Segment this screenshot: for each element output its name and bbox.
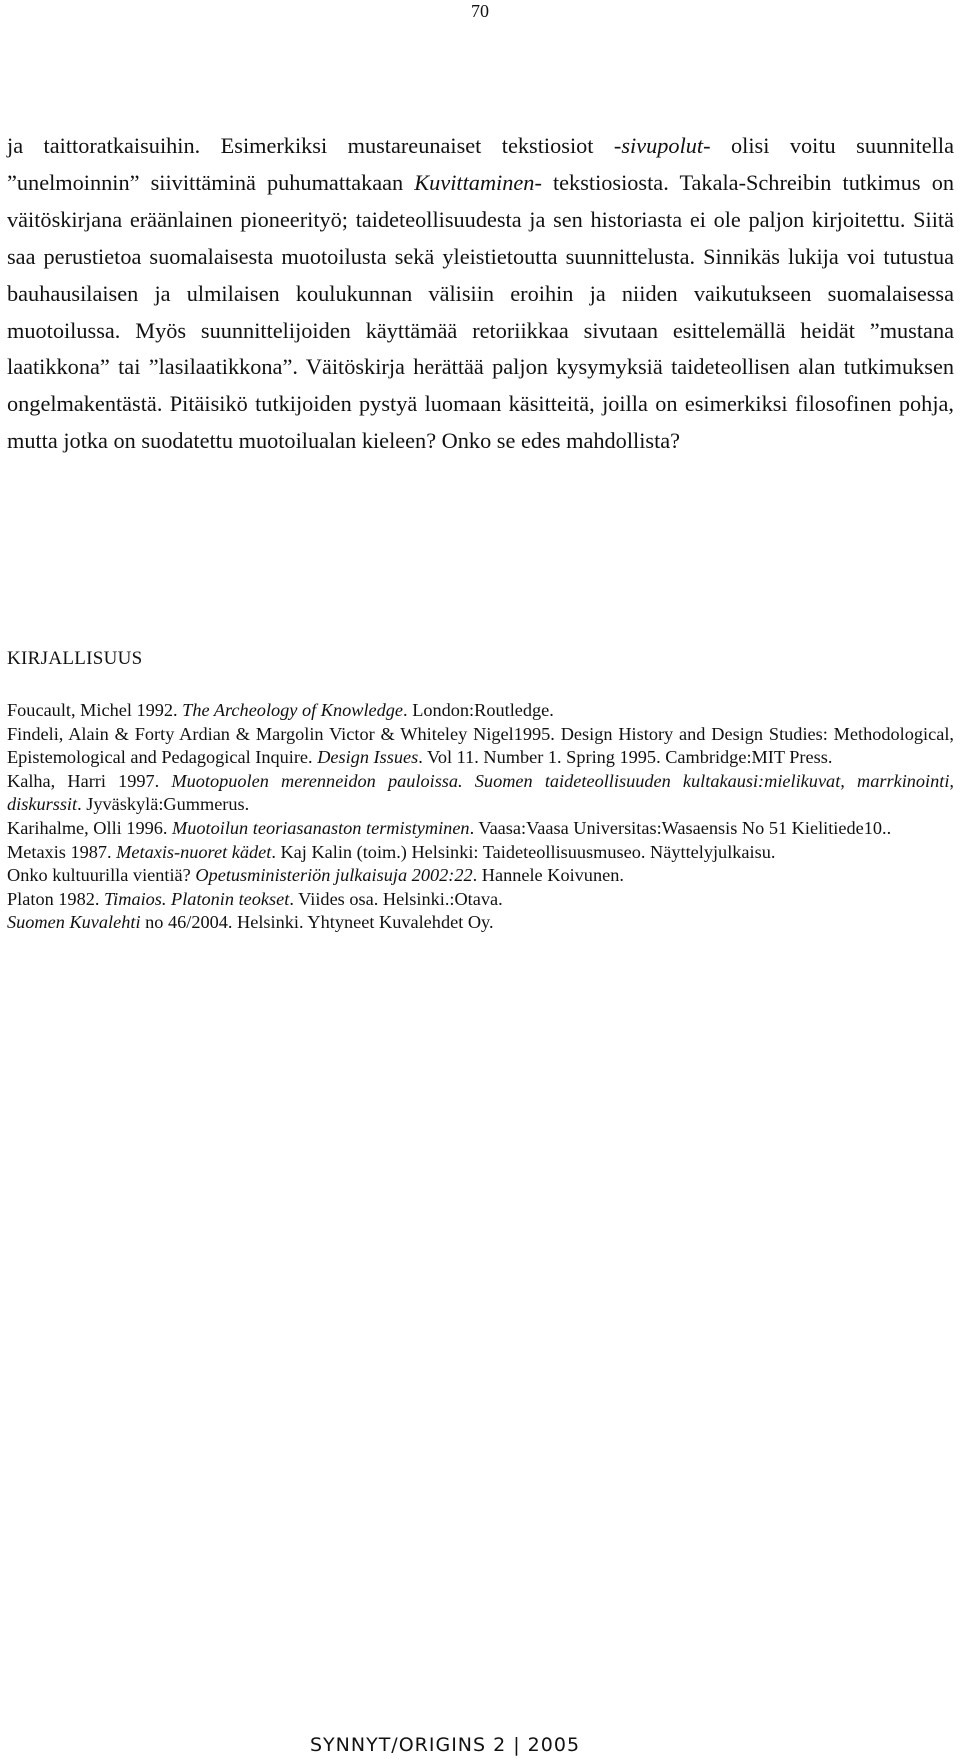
italic-text: Timaios. Platonin teokset bbox=[104, 888, 290, 909]
text-run: - tekstiosiosta. Takala-Schreibin tutkimus on väitöskirjana eräänlainen pioneerityö; taideteollisuudesta ja sen historiasta ei ole paljon kirjoitettu. Siitä saa perustietoa suomalaisesta muotoilusta sekä yleistietoutta suunnittelusta. Sinnikäs lukija voi tutustua bauhausilaisen ja ulmilaisen koulukunnan välisiin eroihin ja niiden vaikutukseen suomalaisessa muotoilussa. Myös suunnittelijoiden käyttämää retoriikkaa sivutaan esittelemällä heidät ”mustana laatikkona” tai ”lasilaatikkona”. Väitöskirja herättää paljon kysymyksiä taideteollisen alan tutkimuksen ongelmakentästä. Pitäisikö tutkijoiden pystyä luomaan käsitteitä, joilla on esimerkiksi filosofinen pohja, mutta jotka on suodatettu muotoilualan kieleen? Onko se edes mahdollista? bbox=[7, 169, 954, 454]
italic-text: Suomen Kuvalehti bbox=[7, 912, 141, 933]
reference-entry bbox=[7, 841, 954, 865]
reference-entry bbox=[7, 911, 954, 935]
text-run: Platon 1982. bbox=[7, 888, 104, 909]
italic-text: Opetusministeriön julkaisuja 2002:22 bbox=[195, 865, 473, 886]
body-paragraph bbox=[7, 128, 954, 460]
italic-text: Kuvittaminen bbox=[414, 169, 535, 195]
text-run: - olisi voitu suunnitella ”unelmoinnin” siivittäminä puhumattakaan bbox=[7, 133, 954, 195]
references-heading: KIRJALLISUUS bbox=[7, 648, 143, 669]
text-run: . Hannele Koivunen. bbox=[472, 865, 624, 886]
text-run: no 46/2004. Helsinki. Yhtyneet Kuvalehdet Oy. bbox=[140, 912, 494, 933]
reference-list bbox=[7, 699, 954, 935]
reference-entry bbox=[7, 770, 954, 817]
page-number: 70 bbox=[471, 1, 489, 21]
reference-entry bbox=[7, 817, 954, 841]
italic-text: Design Issues bbox=[317, 747, 419, 768]
italic-text: sivupolut bbox=[621, 133, 704, 158]
text-run: Metaxis 1987. bbox=[7, 841, 117, 862]
text-run: Findeli, Alain & Forty Ardian & Margolin Victor & Whiteley Nigel1995. Design History and Design Studies: Methodological, Epistemological and Pedagogical Inquire. bbox=[7, 723, 954, 768]
text-run: . Vaasa:Vaasa Universitas:Wasaensis No 51 Kielitiede10.. bbox=[469, 817, 892, 838]
text-run: . Kaj Kalin (toim.) Helsinki: Taideteollisuusmuseo. Näyttelyjulkaisu. bbox=[271, 841, 776, 862]
text-run: Onko kultuurilla vientiä? bbox=[7, 865, 196, 886]
italic-text: Muotoilun teoriasanaston termistyminen bbox=[172, 817, 470, 838]
text-run: . London:Routledge. bbox=[403, 700, 554, 720]
text-run: . Viides osa. Helsinki.:Otava. bbox=[289, 888, 503, 909]
text-run: Foucault, Michel 1992. bbox=[7, 700, 183, 720]
text-run: . Jyväskylä:Gummerus. bbox=[77, 794, 250, 815]
text-run: ja taittoratkaisuihin. Esimerkiksi mustareunaiset tekstiosiot - bbox=[7, 133, 622, 158]
reference-entry bbox=[7, 699, 954, 723]
italic-text: The Archeology of Knowledge bbox=[182, 700, 404, 720]
italic-text: Metaxis-nuoret kädet bbox=[116, 841, 272, 862]
footer-journal-title: SYNNYT/ORIGINS 2 | 2005 bbox=[310, 1734, 581, 1756]
text-run: . Vol 11. Number 1. Spring 1995. Cambridge:MIT Press. bbox=[418, 747, 833, 768]
text-run: Kalha, Harri 1997. bbox=[7, 770, 172, 791]
italic-text: Muotopuolen merenneidon pauloissa. Suomen taideteollisuuden kultakausi:mielikuvat, marrkinointi, diskurssit bbox=[7, 770, 954, 815]
reference-entry bbox=[7, 723, 954, 770]
reference-entry bbox=[7, 864, 954, 888]
reference-entry bbox=[7, 888, 954, 912]
text-run: Karihalme, Olli 1996. bbox=[7, 817, 173, 838]
